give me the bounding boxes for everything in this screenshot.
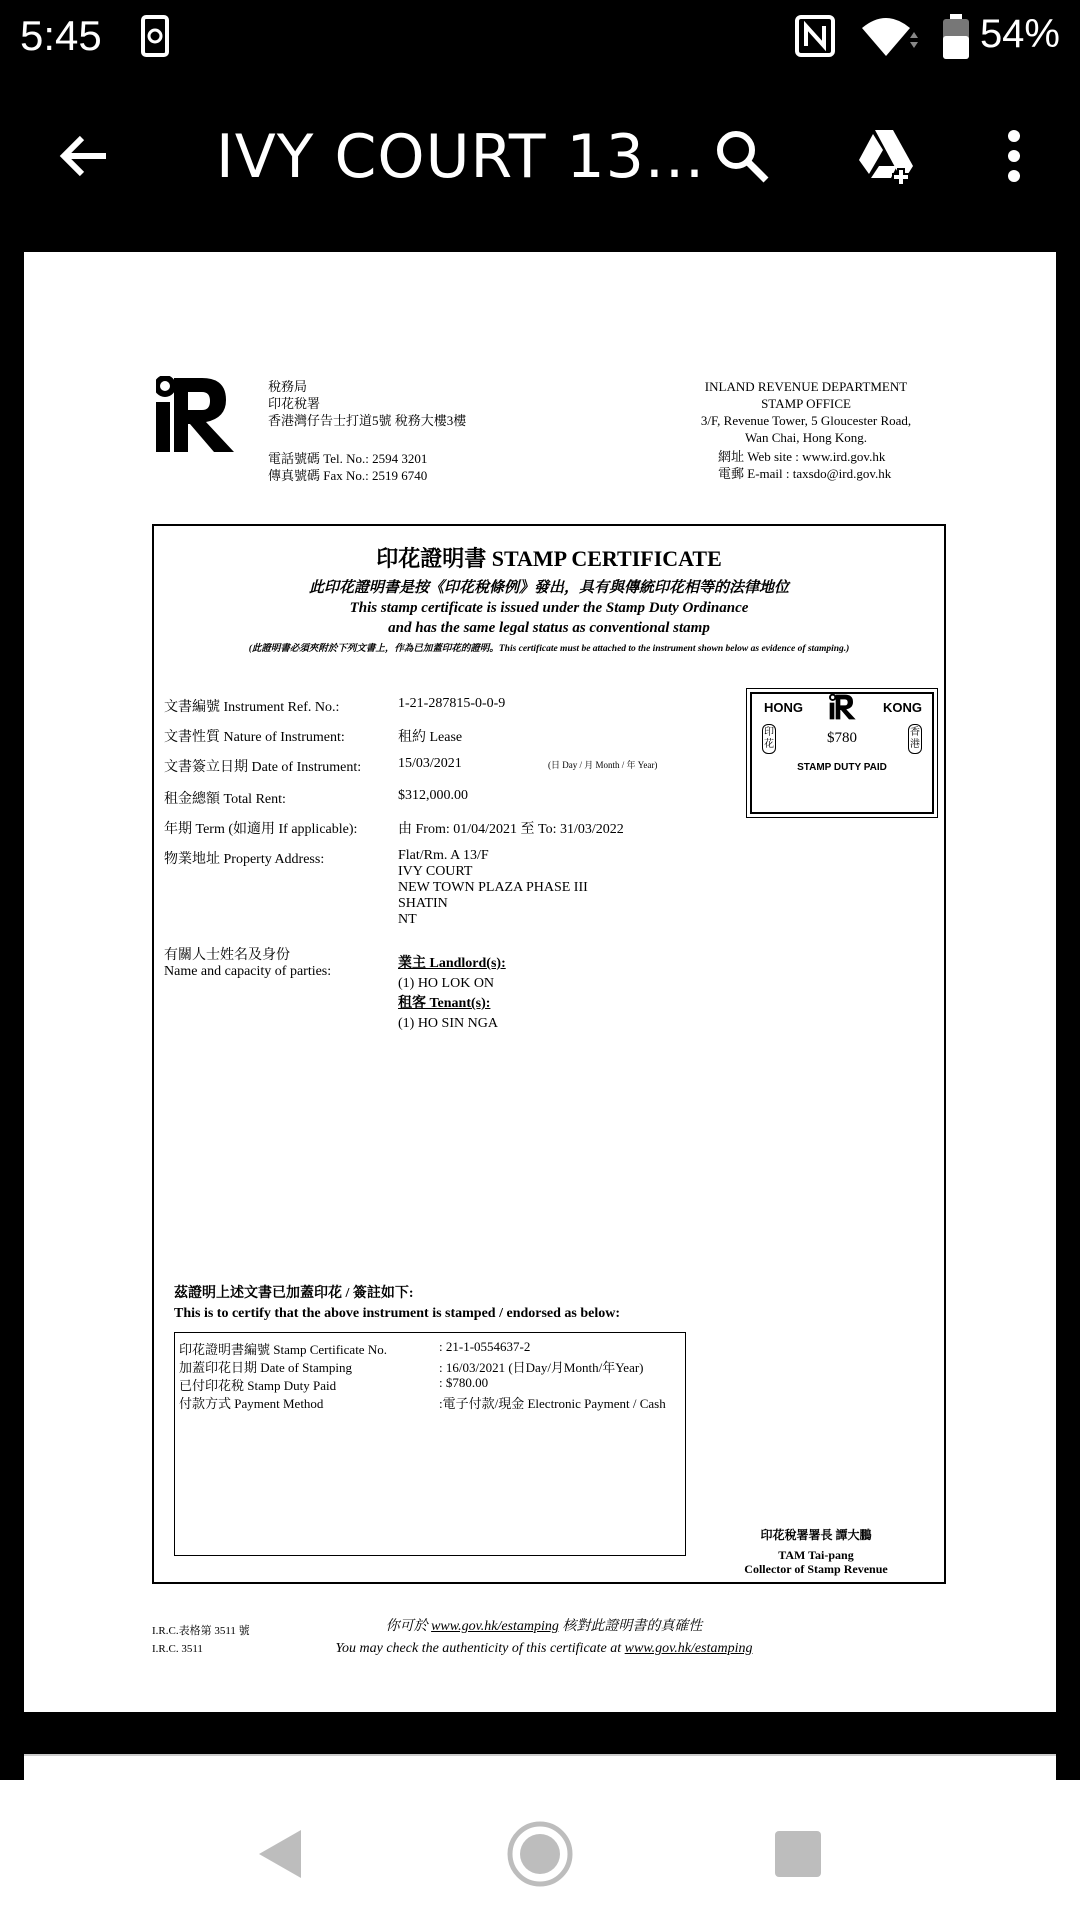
collector-signature: 印花稅署署長 譚大鵬 TAM Tai-pang Collector of Stamp Revenue xyxy=(744,1528,888,1576)
certificate-box: 印花證明書 STAMP CERTIFICATE 此印花證明書是按《印花稅條例》發出，具有與傳統印花相等的法律地位 This stamp certificate is issued under the Stamp Duty Ordinance and has the same legal status as conventional stamp (此證明書必須夾附於下列文書上，作為已加蓋印花的證明。This certificate must be attached to the instrument shown below as evidence of stamping.) 文書編號 Instrument Ref. No.: 1-21-287815-0-0-9 文書性質 Nature of Instrument: 租約 Lease 文書簽立日期 Date of Instrument: 15/03/2021 (日 Day / 月 Month / 年 Year) 租金總額 Total Rent: $312,000.00 年期 Term (如適用 If applicable): 由 From: 01/04/2021 至 To: 31/03/2022 物業地址 Property Address: Flat/Rm. A 13/F IVY COURT NEW TOWN PLAZA PHASE III SHATIN NT 有關人士姓名及身份 Name and capacity of parties: 業主 Landlord(s): (1) HO LOK ON 租客 Tenant(s): (1) HO SIN NGA HONG KONG 印花 香港 $780 STAMP DUTY PAID 茲證明上述文書已加蓋印花 / 簽註如下: This is to certify that the above instrument is stamped / endorsed as below: 印花證明書編號 Stamp Certificate No. : 21-1-0554637-2 加蓋印花日期 Date of Stamping : 16/03/2021 (日Day/月Month/年Year) 已付印花稅 Stamp Duty Paid : $780.00 付款方式 Payment Method :電子付款/現金 Electronic Payment / Cash 印花稅署署長 譚大鵬 TAM Tai-pang Collector of Stamp Revenue xyxy=(152,524,946,1584)
drive-add-icon xyxy=(853,126,919,186)
verify-notice: 你可於 www.gov.hk/estamping 核對此證明書的真確性 You may check the authenticity of this certificate at www.gov.hk/estamping xyxy=(335,1619,753,1656)
add-to-drive-button[interactable] xyxy=(846,116,926,196)
header-web-email: 網址 Web site : www.ird.gov.hk 電郵 E-mail : taxsdo@ird.gov.hk xyxy=(718,449,892,481)
nav-back-icon xyxy=(255,1826,305,1882)
status-bar xyxy=(0,0,1080,78)
nav-home-button[interactable] xyxy=(500,1814,580,1894)
stamp-certificate-document xyxy=(24,252,1056,1712)
header-chinese: 稅務局 印花稅署 香港灣仔告士打道5號 稅務大樓3樓 xyxy=(268,379,467,428)
arrow-back-icon xyxy=(56,128,112,184)
form-number: I.R.C.表格第 3511 號 I.R.C. 3511 xyxy=(152,1625,250,1655)
document-viewer[interactable] xyxy=(0,234,1080,1780)
stamp-amount: $780 xyxy=(827,730,857,746)
battery-percent: 54% xyxy=(979,12,1060,56)
stamp-paid-label: STAMP DUTY PAID xyxy=(797,762,887,773)
pdf-page[interactable] xyxy=(24,252,1056,1712)
battery-icon xyxy=(942,14,970,65)
search-icon xyxy=(712,126,772,186)
more-vert-icon xyxy=(1002,126,1026,186)
nfc-icon xyxy=(794,14,836,63)
tenant-heading: 租客 Tenant(s): xyxy=(398,996,491,1011)
nav-recents-button[interactable] xyxy=(758,1814,838,1894)
stamping-details-box: 印花證明書編號 Stamp Certificate No. : 21-1-0554637-2 加蓋印花日期 Date of Stamping : 16/03/2021 (日Day/月Month/年Year) 已付印花稅 Stamp Duty Paid : $780.00 付款方式 Payment Method :電子付款/現金 Electronic Payment / Cash xyxy=(174,1332,686,1556)
wifi-icon xyxy=(860,14,920,63)
certificate-title: 印花證明書 STAMP CERTIFICATE xyxy=(376,546,722,571)
status-time: 5:45 xyxy=(20,12,102,59)
nav-home-icon xyxy=(505,1819,575,1889)
screen-record-icon xyxy=(140,14,170,63)
certificate-subtitle: 此印花證明書是按《印花稅條例》發出，具有與傳統印花相等的法律地位 This stamp certificate is issued under the Stamp Duty Ordinance and has the same legal status as conventional stamp xyxy=(308,580,789,636)
nav-recents-icon xyxy=(773,1829,823,1879)
header-english: INLAND REVENUE DEPARTMENT STAMP OFFICE 3/F, Revenue Tower, 5 Gloucester Road, Wan Chai, Hong Kong. xyxy=(700,379,912,445)
landlord-name: (1) HO LOK ON xyxy=(398,976,495,991)
tenant-name: (1) HO SIN NGA xyxy=(398,1016,498,1031)
certify-statement: 茲證明上述文書已加蓋印花 / 簽註如下: This is to certify that the above instrument is stamped / endorsed as below: xyxy=(174,1286,621,1321)
navigation-bar xyxy=(0,1780,1080,1920)
certificate-note: (此證明書必須夾附於下列文書上，作為已加蓋印花的證明。This certificate must be attached to the instrument shown below as evidence of stamping.) xyxy=(248,644,850,654)
app-bar xyxy=(0,78,1080,234)
search-button[interactable] xyxy=(702,116,782,196)
stamp-ird-mark xyxy=(828,694,858,725)
more-options-button[interactable] xyxy=(974,116,1054,196)
ird-logo xyxy=(156,376,236,454)
verify-link-cn[interactable]: www.gov.hk/estamping xyxy=(431,1619,559,1634)
back-button[interactable] xyxy=(44,116,124,196)
header-contact-numbers: 電話號碼 Tel. No.: 2594 3201 傳真號碼 Fax No.: 2519 6740 xyxy=(268,451,428,483)
stamp-duty-paid-stamp: HONG KONG 印花 香港 $780 STAMP DUTY PAID xyxy=(750,692,934,814)
landlord-heading: 業主 Landlord(s): xyxy=(398,956,506,971)
nav-back-button[interactable] xyxy=(240,1814,320,1894)
document-title: IVY COURT 13... xyxy=(216,122,706,192)
verify-link-en[interactable]: www.gov.hk/estamping xyxy=(624,1641,753,1656)
